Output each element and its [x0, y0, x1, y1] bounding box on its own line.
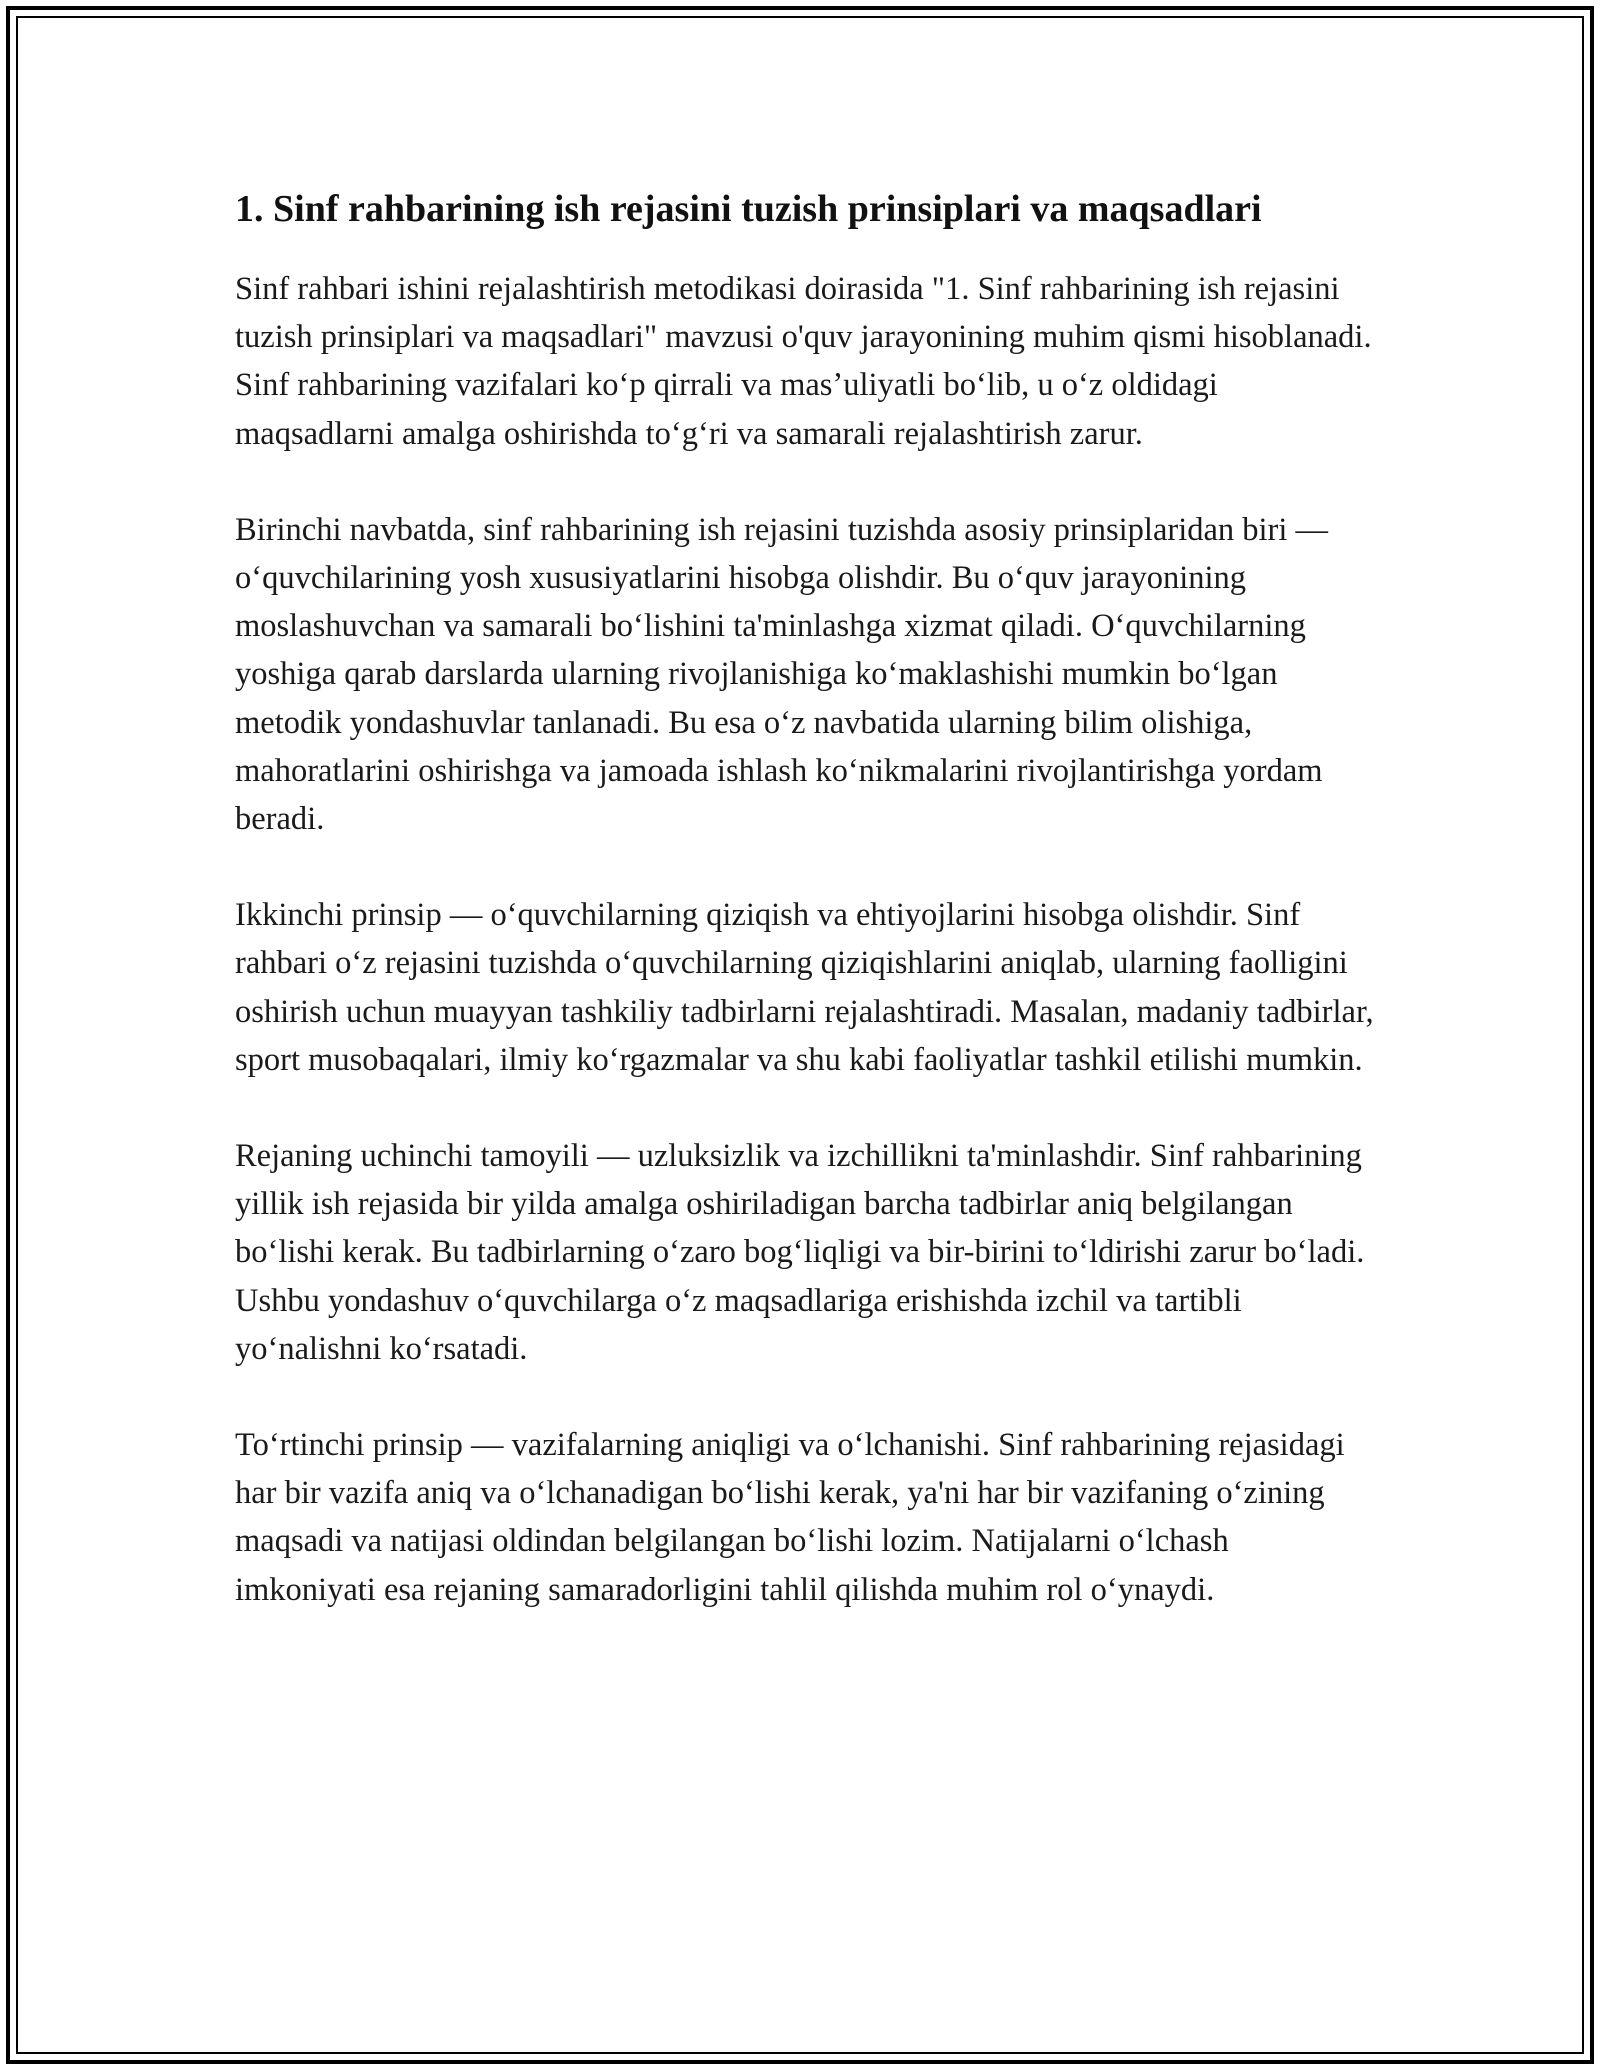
paragraph-third-principle: Rejaning uchinchi tamoyili — uzluksizlik va izchillikni ta'minlashdir. Sinf rahbarining yillik ish rejasida bir yilda amalga oshiriladigan barcha tadbirlar aniq belgilangan boʻlishi kerak. Bu tadbirlarning oʻzaro bogʻliqligi va bir-birini toʻldirishi zarur boʻladi. Ushbu yondashuv oʻquvchilarga oʻz maqsadlariga erishishda izchil va tartibli yoʻnalishni koʻrsatadi.: [235, 1138, 1365, 1367]
document-body: [235, 185, 1375, 1614]
paragraph-second-principle: Ikkinchi prinsip — oʻquvchilarning qiziqish va ehtiyojlarini hisobga olishdir. Sinf rahbari oʻz rejasini tuzishda oʻquvchilarning qiziqishlarini aniqlab, ularning faolligini oshirish uchun muayyan tashkiliy tadbirlarni rejalashtiradi. Masalan, madaniy tadbirlar, sport musobaqalari, ilmiy koʻrgazmalar va shu kabi faoliyatlar tashkil etilishi mumkin.: [235, 897, 1374, 1078]
paragraph-intro: Sinf rahbari ishini rejalashtirish metodikasi doirasida "1. Sinf rahbarining ish rejasini tuzish prinsiplari va maqsadlari" mavzusi o'quv jarayonining muhim qismi hisoblanadi. Sinf rahbarining vazifalari koʻp qirrali va masʼuliyatli boʻlib, u oʻz oldidagi maqsadlarni amalga oshirishda toʻgʻri va samarali rejalashtirish zarur.: [235, 271, 1372, 452]
paragraph-first-principle: Birinchi navbatda, sinf rahbarining ish rejasini tuzishda asosiy prinsiplaridan biri — oʻquvchilarining yosh xususiyatlarini hisobga olishdir. Bu oʻquv jarayonining moslashuvchan va samarali boʻlishini ta'minlashga xizmat qiladi. Oʻquvchilarning yoshiga qarab darslarda ularning rivojlanishiga koʻmaklashishi mumkin boʻlgan metodik yondashuvlar tanlanadi. Bu esa oʻz navbatida ularning bilim olishiga, mahoratlarini oshirishga va jamoada ishlash koʻnikmalarini rivojlantirishga yordam beradi.: [235, 511, 1329, 838]
paragraph-fourth-principle: Toʻrtinchi prinsip — vazifalarning aniqligi va oʻlchanishi. Sinf rahbarining rejasidagi har bir vazifa aniq va oʻlchanadigan boʻlishi kerak, ya'ni har bir vazifaning oʻzining maqsadi va natijasi oldindan belgilangan boʻlishi lozim. Natijalarni oʻlchash imkoniyati esa rejaning samaradorligini tahlil qilishda muhim rol oʻynaydi.: [235, 1427, 1345, 1608]
section-heading: 1. Sinf rahbarining ish rejasini tuzish prinsiplari va maqsadlari: [235, 188, 1262, 230]
